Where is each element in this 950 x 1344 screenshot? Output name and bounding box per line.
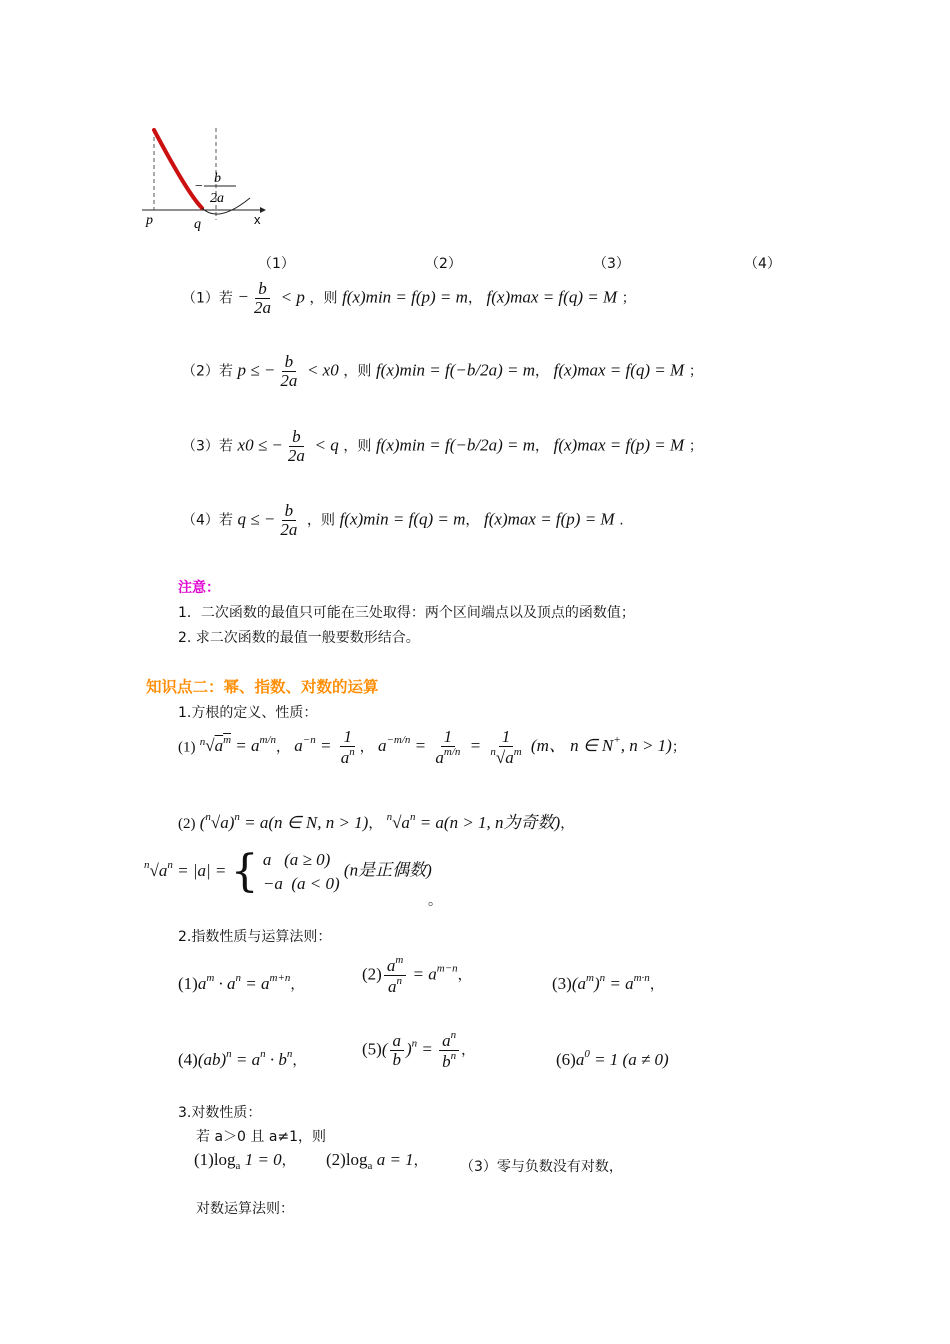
section-2-sub-2: 2.指数性质与运算法则：	[178, 929, 332, 945]
root-formula-3: $^n√a^n = |a|$ = { a (a ≥ 0) −a (a < 0) (n是正偶数)	[144, 845, 432, 897]
graph-x-label: x	[254, 212, 261, 227]
graph-p-label: p	[146, 213, 153, 228]
parabola-graph	[138, 124, 268, 232]
case-2-min: f(x)min = f(−b/2a) = m	[375, 360, 536, 380]
exp-rule-5: (5)( $\frac{a}{b}$ )$^n$ = $\frac{a^n}{b^n}$ ，	[362, 1029, 476, 1071]
case-2-end: ；	[688, 363, 703, 380]
case-4-min: f(x)min = f(q) = m	[339, 509, 466, 529]
fig-label-1: （1）	[258, 256, 295, 272]
log-prop-1: $(1)\log_a$ 1 = 0，	[194, 1150, 296, 1172]
case-3-then: ，则	[343, 438, 372, 455]
case-4-label: （4）若	[182, 512, 233, 529]
exp-rule-2: (2) $\frac{a^m}{a^n}$ = $a^{m-n}$，	[362, 954, 472, 996]
log-prop-1-prefix: (1)log	[194, 1150, 236, 1169]
graph-q-label: q	[194, 217, 201, 232]
log-condition: 若 a＞0 且 a≠1，则	[196, 1129, 327, 1145]
section-2-title: 知识点二：幂、指数、对数的运算	[146, 678, 379, 696]
section-2-sub-3: 3.对数性质：	[178, 1105, 262, 1121]
exp-rule-1: $(1)a^m \cdot a^n = a^{m+n}$，	[178, 972, 305, 993]
case-3: （3）若 x0 ≤ − $\frac{b}{2a}$ < q ，则 f(x)min = f(−b/2a) = m， f(x)max = f(p) = M ；	[182, 427, 703, 465]
case-4: （4）若 q ≤ − $\frac{b}{2a}$ ，则 f(x)min = f(q) = m， f(x)max = f(p) = M .	[182, 501, 624, 539]
log-prop-3: （3）零与负数没有对数，	[460, 1159, 623, 1175]
fig-label-2: （2）	[425, 256, 462, 272]
log-rules-title: 对数运算法则：	[196, 1201, 294, 1217]
case-4-max: f(x)max = f(p) = M	[484, 509, 615, 529]
case-3-cond: < q	[314, 435, 339, 455]
log-prop-2-prefix: (2)log	[326, 1150, 368, 1169]
root-formula-2: (2) $(^n√a)^n = a(n$ ∈ N, n > 1)， $^n√a^n = a(n > 1$, n为奇数)，	[178, 811, 575, 832]
note-item-2: 2. 求二次函数的最值一般要数形结合。	[178, 630, 420, 646]
graph-minus: −	[195, 179, 203, 194]
root-formula-1: (1) $^n√a^m = a^{m/n}$， $a^{-n}$ = $\frac{1}{a^n}$ ， $a^{-m/n}$ = $\frac{1}{a^{m/n}}$ = $\frac{1}{^n√a^m}$ (m、 n ∈ N+, n > 1)；	[178, 727, 686, 767]
exp-rule-3: $(3)(a^m)^n = a^{m\cdot n}$，	[552, 972, 664, 993]
case-2-cond-pre: p ≤ −	[237, 360, 276, 380]
case-2-max: f(x)max = f(q) = M	[553, 360, 685, 380]
exp-rule-4: $(4)(ab)^n = a^n \cdot b^n$，	[178, 1048, 307, 1069]
case-1-max: f(x)max = f(q) = M	[486, 287, 618, 307]
section-2-sub-1: 1.方根的定义、性质：	[178, 705, 318, 721]
case-4-end: .	[619, 512, 624, 529]
case-3-label: （3）若	[182, 438, 233, 455]
case-1-end: ；	[621, 290, 636, 307]
exp-rule-6: $(6)a^0 = 1$ (a ≠ 0)	[556, 1048, 669, 1069]
case-1-min: f(x)min = f(p) = m	[342, 287, 468, 307]
note-item-1: 1．二次函数的最值只可能在三处取得：两个区间端点以及顶点的函数值；	[178, 605, 635, 621]
fig-label-3: （3）	[593, 256, 630, 272]
period-mark: 。	[428, 893, 442, 909]
case-4-cond-pre: q ≤ −	[237, 509, 276, 529]
case-2-then: ，则	[343, 363, 372, 380]
case-3-cond-pre: x0 ≤ −	[237, 435, 283, 455]
case-2-cond: < x0	[306, 360, 339, 380]
graph-2a: 2a	[210, 191, 224, 206]
note-title: 注意：	[178, 580, 220, 596]
case-1-label: （1）若	[182, 290, 233, 307]
case-2: （2）若 p ≤ − $\frac{b}{2a}$ < x0 ，则 f(x)min = f(−b/2a) = m， f(x)max = f(q) = M ；	[182, 352, 703, 390]
fig-label-4: （4）	[744, 256, 781, 272]
case-3-end: ；	[688, 438, 703, 455]
case-3-max: f(x)max = f(p) = M	[553, 435, 685, 455]
log-prop-2: $(2)\log_a$ a = 1，	[326, 1150, 428, 1172]
case-1: （1）若 − $\frac{b}{2a}$ < p ，则 f(x)min = f(p) = m， f(x)max = f(q) = M ；	[182, 279, 636, 317]
graph-b: b	[214, 171, 221, 186]
case-1-cond: < p	[280, 287, 305, 307]
case-2-label: （2）若	[182, 363, 233, 380]
case-3-min: f(x)min = f(−b/2a) = m	[375, 435, 536, 455]
case-1-then: ，则	[309, 290, 338, 307]
case-4-then: ，则	[306, 512, 335, 529]
